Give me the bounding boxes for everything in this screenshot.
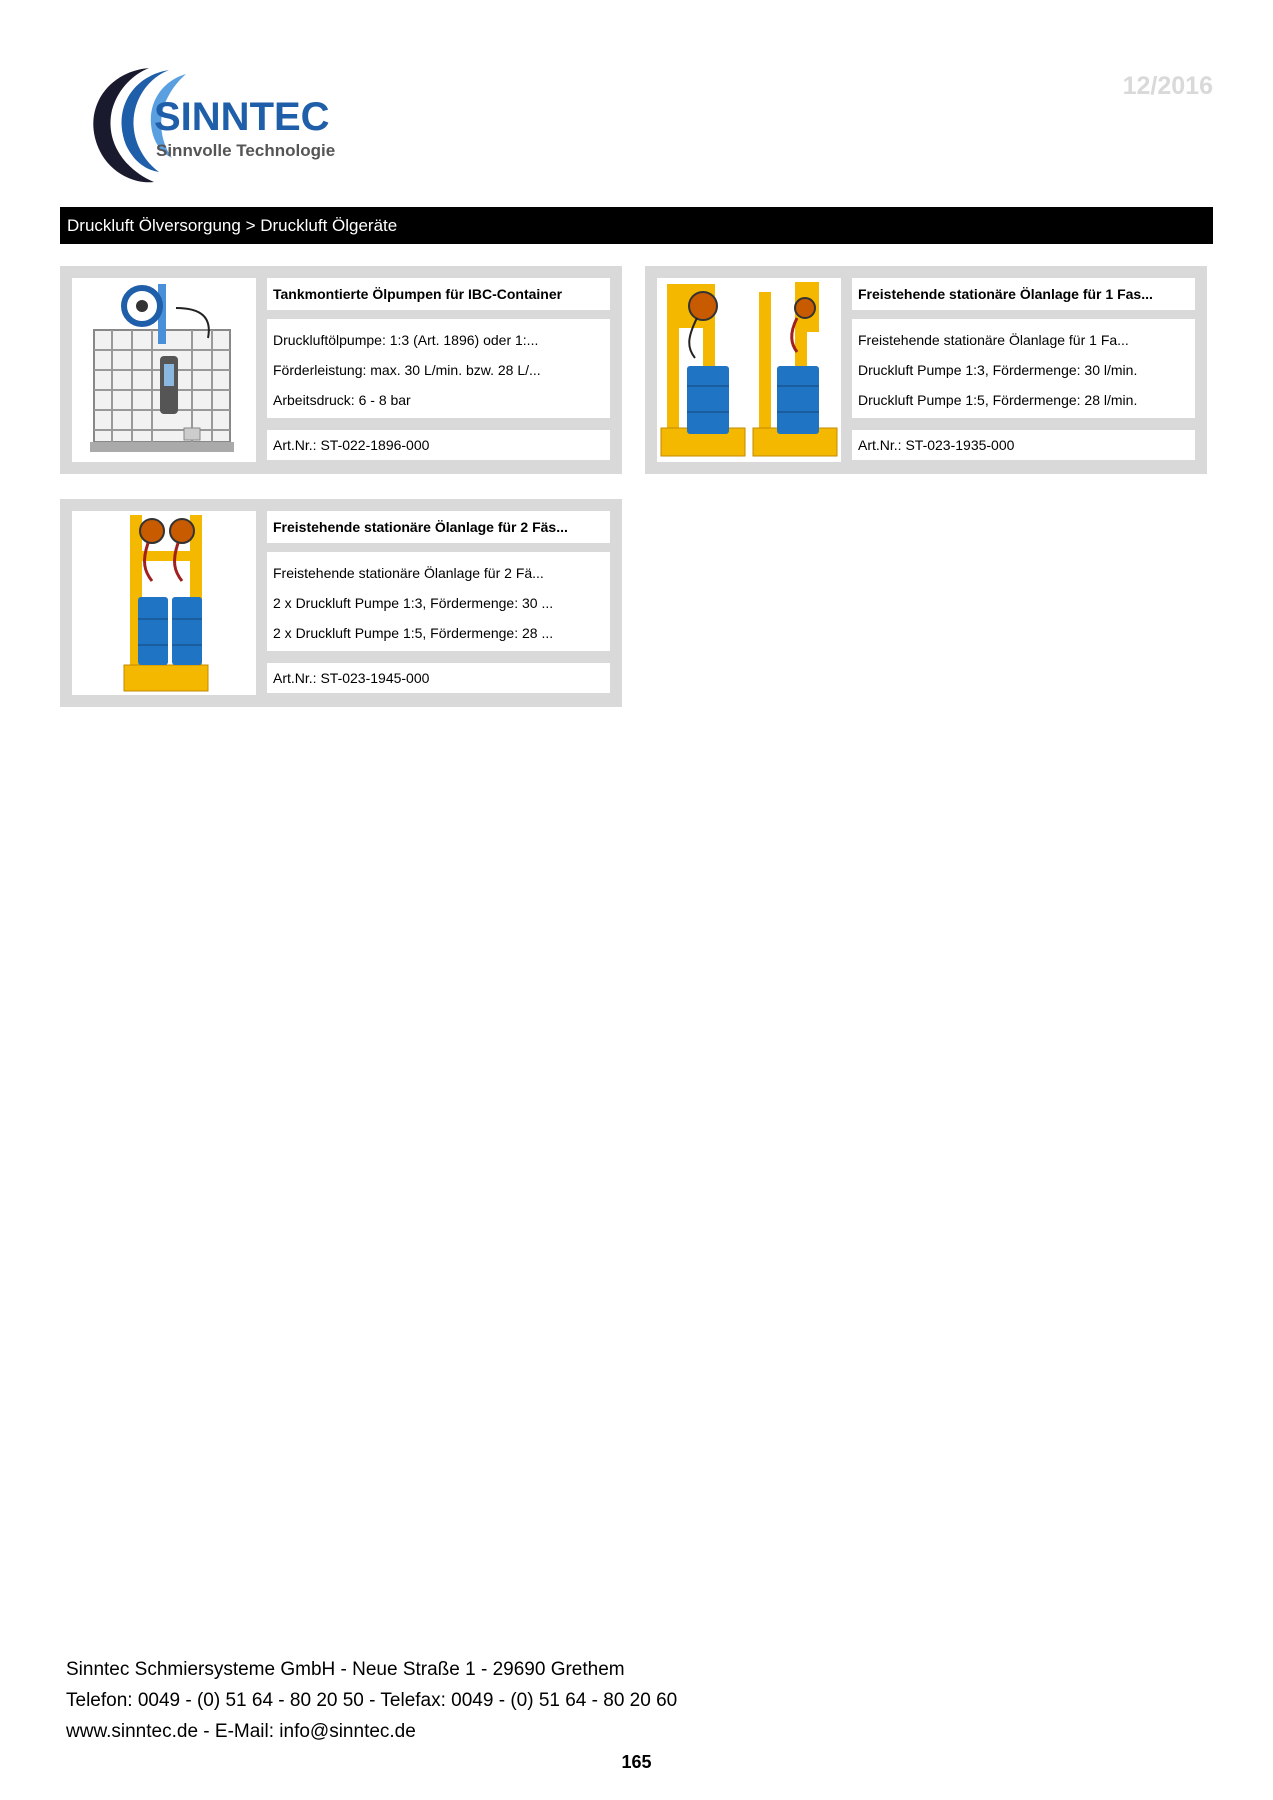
article-number: Art.Nr.: ST-023-1945-000	[267, 663, 610, 693]
spec-line: Druckluftölpumpe: 1:3 (Art. 1896) oder 1:...	[273, 332, 539, 348]
article-number: Art.Nr.: ST-022-1896-000	[267, 430, 610, 460]
product-specs	[852, 319, 1195, 418]
double-drum-oil-station-icon	[72, 511, 256, 695]
product-card[interactable]	[645, 266, 1207, 474]
product-title[interactable]: Freistehende stationäre Ölanlage für 2 Fäs...	[267, 511, 610, 543]
spec-line: Förderleistung: max. 30 L/min. bzw. 28 L/...	[273, 362, 541, 378]
breadcrumb[interactable]: Druckluft Ölversorgung > Druckluft Ölgeräte	[60, 207, 1213, 244]
footer-address: Sinntec Schmiersysteme GmbH - Neue Straße 1 - 29690 Grethem	[66, 1659, 625, 1680]
logo-tagline: Sinnvolle Technologie	[156, 141, 336, 160]
spec-line: 2 x Druckluft Pumpe 1:3, Fördermenge: 30 ...	[273, 595, 554, 611]
product-card[interactable]	[60, 266, 622, 474]
article-number: Art.Nr.: ST-023-1935-000	[852, 430, 1195, 460]
company-footer	[66, 1654, 677, 1747]
spec-line: Arbeitsdruck: 6 - 8 bar	[273, 392, 411, 408]
page-number: 165	[621, 1752, 652, 1772]
ibc-container-pump-icon	[72, 278, 256, 462]
document-date: 12/2016	[1122, 72, 1213, 100]
spec-line: Freistehende stationäre Ölanlage für 2 Fä...	[273, 565, 544, 581]
single-drum-oil-station-icon	[657, 278, 841, 462]
product-image[interactable]	[72, 511, 256, 695]
spec-line: 2 x Druckluft Pumpe 1:5, Fördermenge: 28 ...	[273, 625, 554, 641]
product-specs	[267, 319, 610, 418]
company-logo	[74, 60, 344, 190]
product-image[interactable]	[72, 278, 256, 462]
product-title[interactable]: Freistehende stationäre Ölanlage für 1 Fas...	[852, 278, 1195, 310]
product-card[interactable]	[60, 499, 622, 707]
footer-phone: Telefon: 0049 - (0) 51 64 - 80 20 50 - Telefax: 0049 - (0) 51 64 - 80 20 60	[66, 1690, 678, 1711]
spec-line: Freistehende stationäre Ölanlage für 1 Fa...	[858, 332, 1129, 348]
spec-line: Druckluft Pumpe 1:3, Fördermenge: 30 l/min.	[858, 362, 1138, 378]
product-specs	[267, 552, 610, 651]
footer-web-email[interactable]: www.sinntec.de - E-Mail: info@sinntec.de	[66, 1721, 416, 1742]
product-title[interactable]: Tankmontierte Ölpumpen für IBC-Container	[267, 278, 610, 310]
spec-line: Druckluft Pumpe 1:5, Fördermenge: 28 l/min.	[858, 392, 1138, 408]
logo-name: SINNTEC	[154, 95, 330, 139]
product-image[interactable]	[657, 278, 841, 462]
